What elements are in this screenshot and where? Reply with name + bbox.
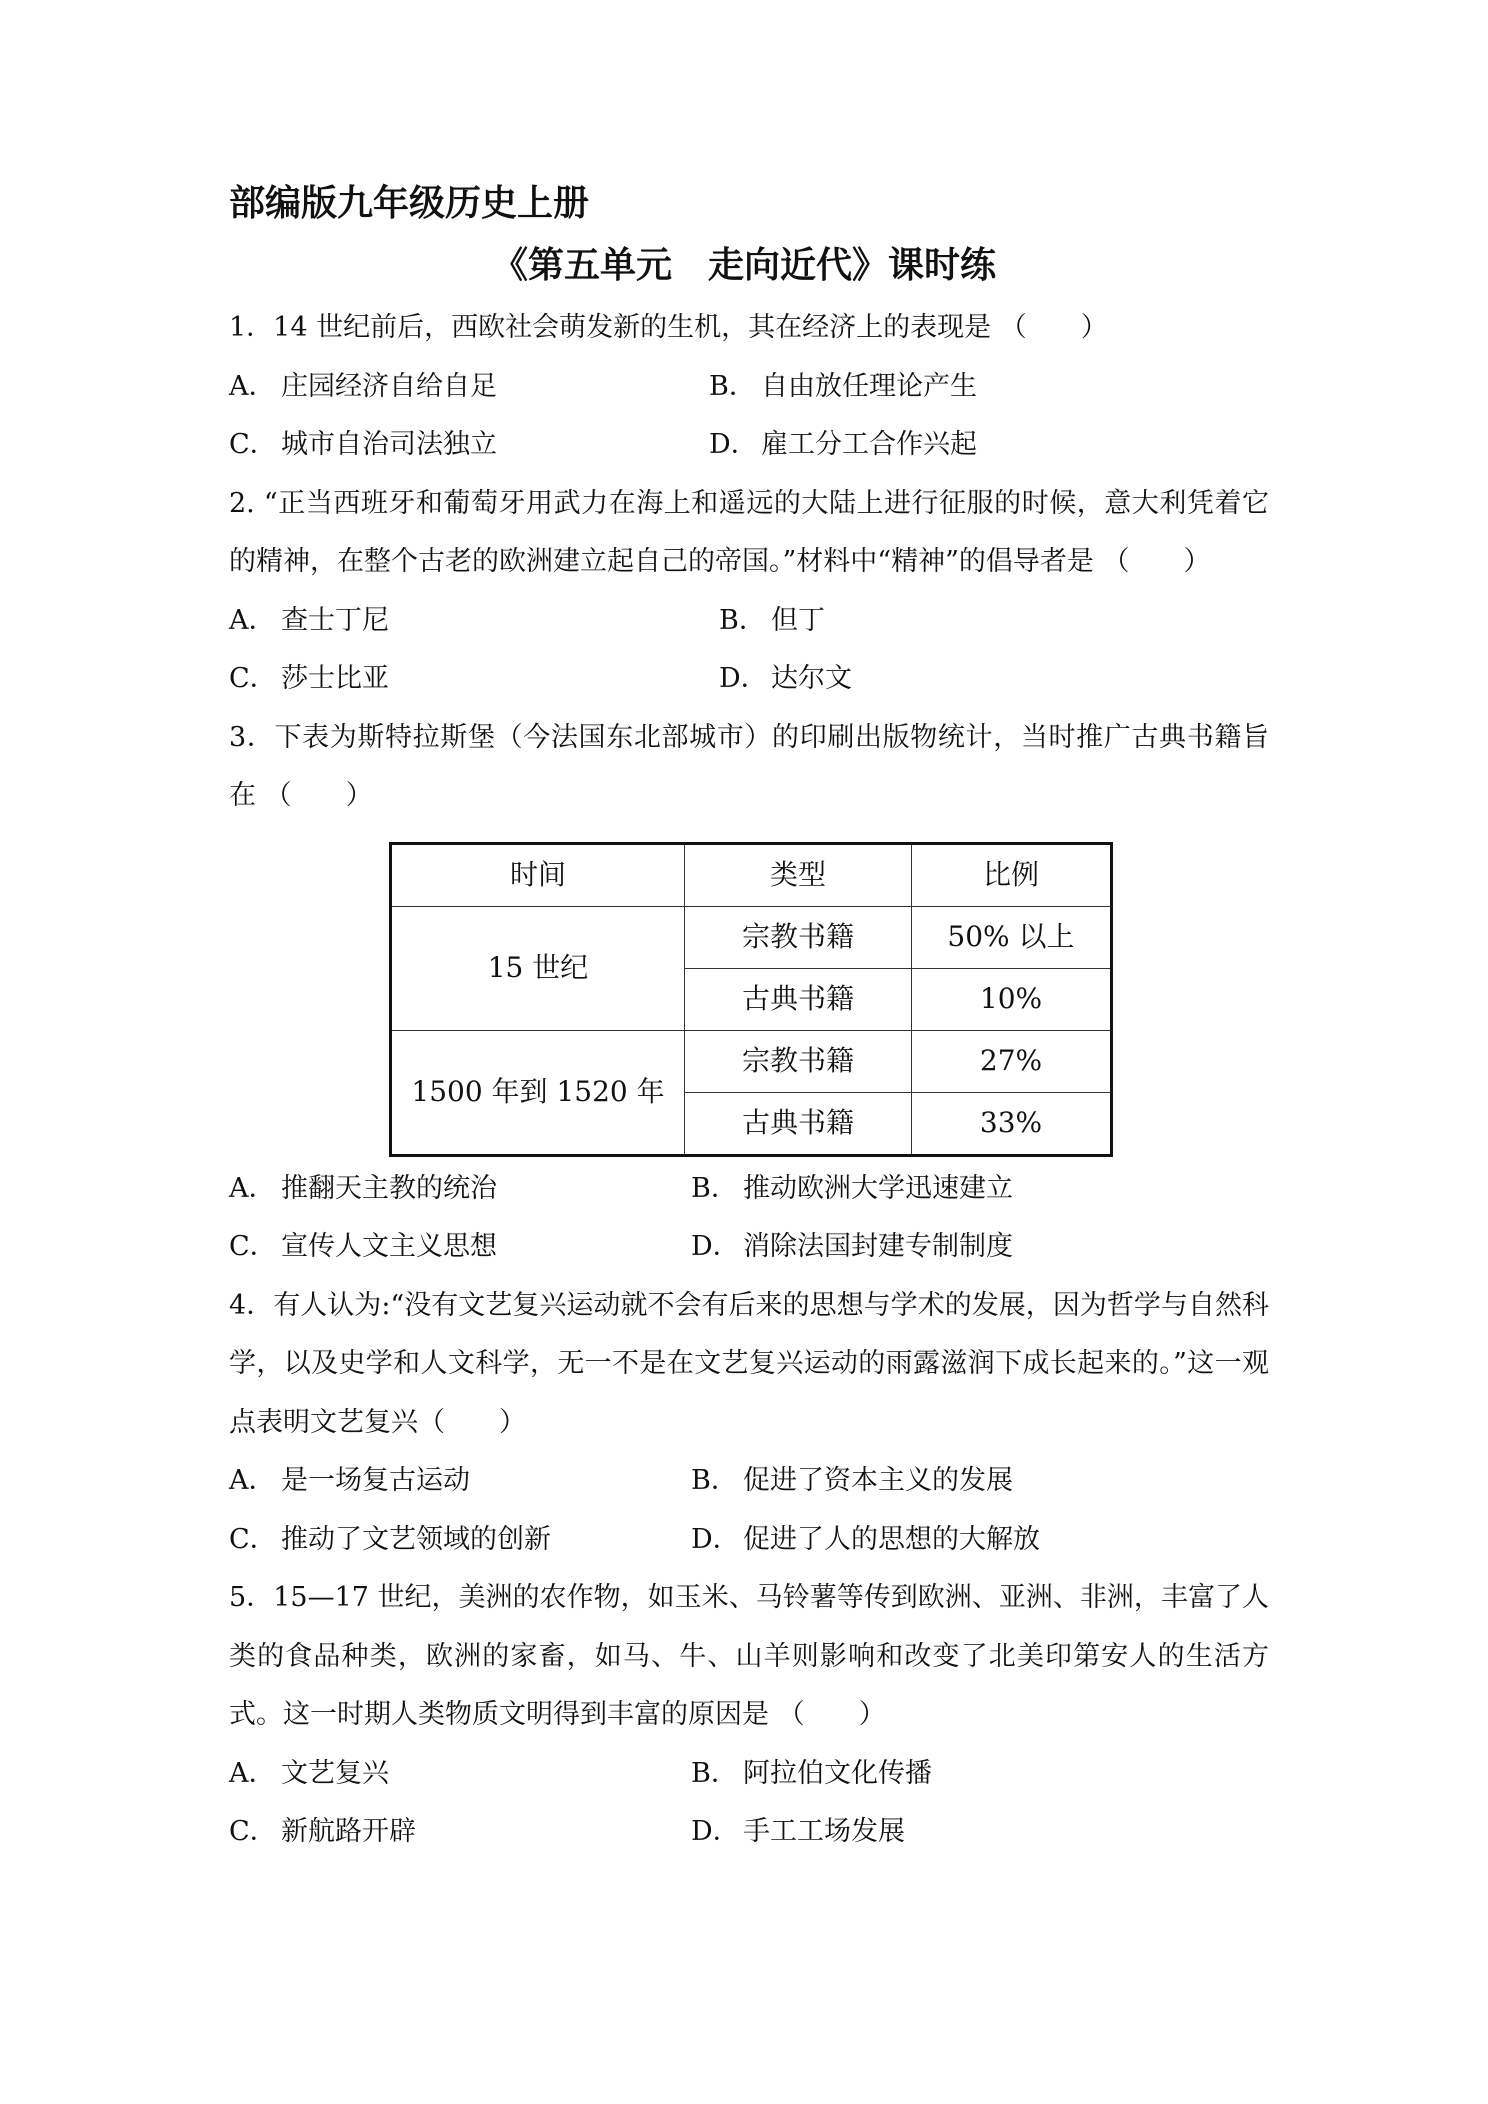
statistics-table-wrapper xyxy=(229,826,1269,1160)
question-2-option-b[interactable] xyxy=(719,592,825,651)
type-cell: 古典书籍 xyxy=(685,1092,912,1155)
question-4-option-b[interactable] xyxy=(691,1452,1013,1511)
options-row xyxy=(229,1160,1269,1219)
question-1-option-b[interactable] xyxy=(709,358,977,417)
option-text: 但丁 xyxy=(771,604,825,636)
option-text: 推动欧洲大学迅速建立 xyxy=(743,1172,1013,1204)
page-title: 部编版九年级历史上册 xyxy=(229,183,590,224)
option-text: 消除法国封建专制制度 xyxy=(743,1231,1013,1262)
options-row xyxy=(229,1745,1269,1804)
option-text: 达尔文 xyxy=(771,663,852,694)
options-row xyxy=(229,1803,1269,1862)
question-3-option-c[interactable] xyxy=(229,1218,691,1277)
options-row xyxy=(229,650,1269,709)
question-2 xyxy=(229,475,1269,709)
table-row xyxy=(391,906,1112,968)
table-header-row xyxy=(391,843,1112,906)
question-4 xyxy=(229,1277,1269,1570)
header-type: 类型 xyxy=(685,843,912,906)
question-1-option-c[interactable] xyxy=(229,416,709,475)
option-text: 手工工场发展 xyxy=(743,1816,905,1847)
ratio-cell: 27% xyxy=(912,1030,1112,1092)
option-text: 是一场复古运动 xyxy=(281,1465,470,1496)
type-cell: 宗教书籍 xyxy=(685,1030,912,1092)
period-cell: 1500 年到 1520 年 xyxy=(391,1030,685,1155)
option-text: 雇工分工合作兴起 xyxy=(761,429,977,460)
options-row xyxy=(229,592,1269,651)
option-label: B． xyxy=(691,1757,738,1789)
ratio-cell: 33% xyxy=(912,1092,1112,1155)
header-period: 时间 xyxy=(391,843,685,906)
option-text: 查士丁尼 xyxy=(281,604,389,636)
question-3 xyxy=(229,709,1269,1277)
question-5-option-b[interactable] xyxy=(691,1745,932,1804)
period-cell: 15 世纪 xyxy=(391,906,685,1030)
question-list xyxy=(229,299,1269,1862)
question-3-option-b[interactable] xyxy=(691,1160,1013,1219)
option-text: 新航路开辟 xyxy=(281,1816,416,1847)
option-text: 阿拉伯文化传播 xyxy=(743,1757,932,1789)
option-label: C． xyxy=(229,429,277,460)
options-row xyxy=(229,416,1269,475)
option-label: A． xyxy=(229,370,276,402)
question-5-option-d[interactable] xyxy=(691,1803,905,1862)
question-1-option-a[interactable] xyxy=(229,358,709,417)
table-row xyxy=(391,1030,1112,1092)
option-text: 宣传人文主义思想 xyxy=(281,1231,497,1262)
question-1 xyxy=(229,299,1269,475)
question-1-stem: 1．14 世纪前后，西欧社会萌发新的生机，其在经济上的表现是 （ ） xyxy=(229,312,1108,343)
options-row xyxy=(229,1452,1269,1511)
publication-statistics-table xyxy=(389,842,1113,1157)
option-text: 推动了文艺领域的创新 xyxy=(281,1523,551,1555)
question-4-option-d[interactable] xyxy=(691,1511,1040,1570)
option-label: C． xyxy=(229,1523,277,1555)
option-label: C． xyxy=(229,663,277,694)
question-1-option-d[interactable] xyxy=(709,416,977,475)
ratio-cell: 50% 以上 xyxy=(912,906,1112,968)
option-text: 庄园经济自给自足 xyxy=(281,370,497,402)
type-cell: 古典书籍 xyxy=(685,968,912,1030)
question-5-option-a[interactable] xyxy=(229,1745,691,1804)
options-row xyxy=(229,1511,1269,1570)
question-5-option-c[interactable] xyxy=(229,1803,691,1862)
option-label: B． xyxy=(691,1465,738,1496)
type-cell: 宗教书籍 xyxy=(685,906,912,968)
option-text: 促进了人的思想的大解放 xyxy=(743,1523,1040,1555)
option-label: A． xyxy=(229,1465,276,1496)
options-row xyxy=(229,1218,1269,1277)
option-label: B． xyxy=(709,370,756,402)
option-label: A． xyxy=(229,1757,276,1789)
option-text: 促进了资本主义的发展 xyxy=(743,1465,1013,1496)
option-label: A． xyxy=(229,604,276,636)
option-label: B． xyxy=(719,604,766,636)
options-row xyxy=(229,358,1269,417)
question-5-stem: 5．15—17 世纪，美洲的农作物，如玉米、马铃薯等传到欧洲、亚洲、非洲，丰富了人类的食品种类，欧洲的家畜，如马、牛、山羊则影响和改变了北美印第安人的生活方式。这一时期人类物质文明得到丰富的原因是 （ ） xyxy=(229,1582,1269,1730)
question-4-option-c[interactable] xyxy=(229,1511,691,1570)
ratio-cell: 10% xyxy=(912,968,1112,1030)
question-3-option-d[interactable] xyxy=(691,1218,1013,1277)
option-label: D． xyxy=(719,663,768,694)
question-2-option-a[interactable] xyxy=(229,592,719,651)
option-label: D． xyxy=(709,429,758,460)
option-text: 文艺复兴 xyxy=(281,1757,389,1789)
question-4-stem: 4．有人认为:“没有文艺复兴运动就不会有后来的思想与学术的发展，因为哲学与自然科学，以及史学和人文科学，无一不是在文艺复兴运动的雨露滋润下成长起来的。”这一观点表明文艺复兴（ ） xyxy=(229,1289,1269,1438)
question-3-stem: 3．下表为斯特拉斯堡（今法国东北部城市）的印刷出版物统计，当时推广古典书籍旨在 （ ） xyxy=(229,721,1269,811)
page-subtitle: 《第五单元 走向近代》课时练 xyxy=(491,245,996,286)
option-label: B． xyxy=(691,1172,738,1204)
option-label: A． xyxy=(229,1172,276,1204)
question-2-stem: 2. “正当西班牙和葡萄牙用武力在海上和遥远的大陆上进行征服的时候，意大利凭着它的精神，在整个古老的欧洲建立起自己的帝国。”材料中“精神”的倡导者是 （ ） xyxy=(229,487,1269,577)
header-ratio: 比例 xyxy=(912,843,1112,906)
option-text: 城市自治司法独立 xyxy=(281,429,497,460)
option-label: D． xyxy=(691,1231,740,1262)
question-2-option-c[interactable] xyxy=(229,650,719,709)
option-label: D． xyxy=(691,1523,740,1555)
option-label: C． xyxy=(229,1231,277,1262)
question-3-option-a[interactable] xyxy=(229,1160,691,1219)
question-5 xyxy=(229,1569,1269,1862)
question-2-option-d[interactable] xyxy=(719,650,852,709)
option-text: 莎士比亚 xyxy=(281,663,389,694)
question-4-option-a[interactable] xyxy=(229,1452,691,1511)
option-label: D． xyxy=(691,1816,740,1847)
option-label: C． xyxy=(229,1816,277,1847)
option-text: 推翻天主教的统治 xyxy=(281,1172,497,1204)
option-text: 自由放任理论产生 xyxy=(761,370,977,402)
